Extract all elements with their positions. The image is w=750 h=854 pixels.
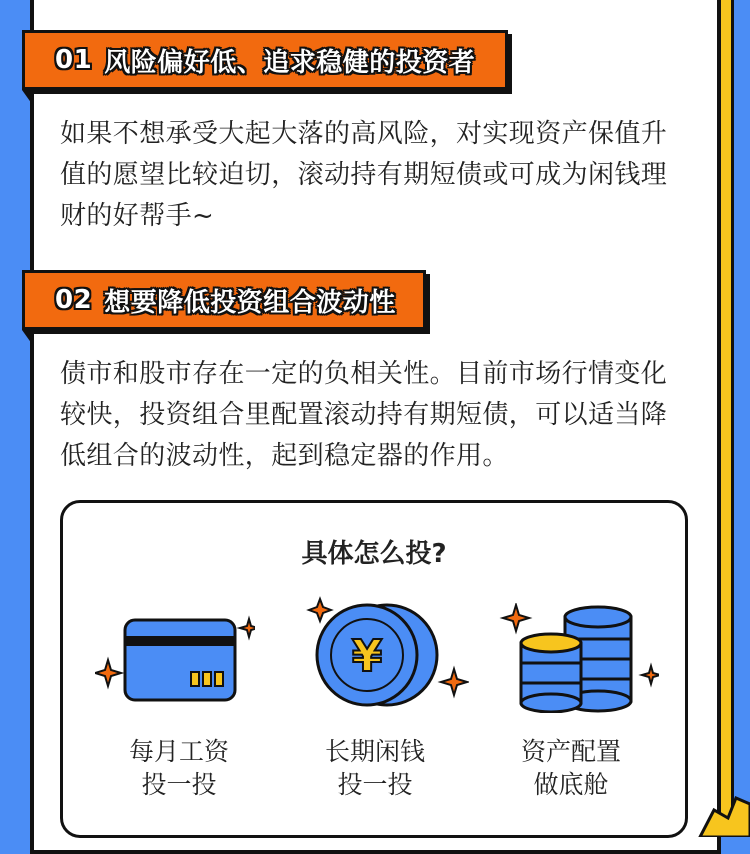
section2-title: 想要降低投资组合波动性: [104, 287, 396, 318]
howto-item-line2: 投一投: [337, 770, 413, 799]
howto-item-salary: [79, 735, 279, 801]
sparkle-icon: [95, 660, 121, 686]
howto-item-line1: 每月工资: [128, 737, 229, 766]
sparkle-icon: [309, 599, 331, 621]
sparkle-icon: [642, 666, 659, 684]
howto-item-line2: 投一投: [141, 770, 217, 799]
sparkle-icon: [441, 669, 467, 695]
section1-title: 风险偏好低、追求稳健的投资者: [104, 47, 476, 78]
howto-item-line1: 资产配置: [520, 737, 621, 766]
section2-heading: [22, 270, 426, 330]
section1-number: 01: [55, 45, 93, 75]
section2-ribbon: [22, 270, 426, 330]
corner-decoration: [690, 790, 750, 837]
section1-heading: [22, 30, 508, 90]
yuan-coin-icon: [299, 595, 469, 715]
how-to-invest-title: 具体怎么投?: [301, 539, 447, 569]
howto-item-allocation: [471, 735, 671, 801]
bank-card-icon: [95, 608, 255, 718]
how-to-invest-box: [60, 500, 688, 838]
howto-item-line1: 长期闲钱: [324, 737, 425, 766]
section1-paragraph: 如果不想承受大起大落的高风险，对实现资产保值升值的愿望比较迫切，滚动持有期短债或可成为闲钱理财的好帮手~: [60, 119, 668, 231]
section1-ribbon: [22, 30, 508, 90]
howto-item-idle-money: [275, 735, 475, 801]
sparkle-icon: [503, 605, 529, 631]
howto-item-line2: 做底舱: [533, 770, 609, 799]
coin-stack-icon: [499, 603, 659, 713]
sparkle-icon: [240, 619, 255, 637]
svg-text:¥: ¥: [351, 631, 383, 682]
yellow-side-rail: [720, 0, 734, 837]
section2-number: 02: [55, 285, 93, 315]
section2-paragraph: 债市和股市存在一定的负相关性。目前市场行情变化较快，投资组合里配置滚动持有期短债，可以适当降低组合的波动性，起到稳定器的作用。: [60, 359, 668, 471]
